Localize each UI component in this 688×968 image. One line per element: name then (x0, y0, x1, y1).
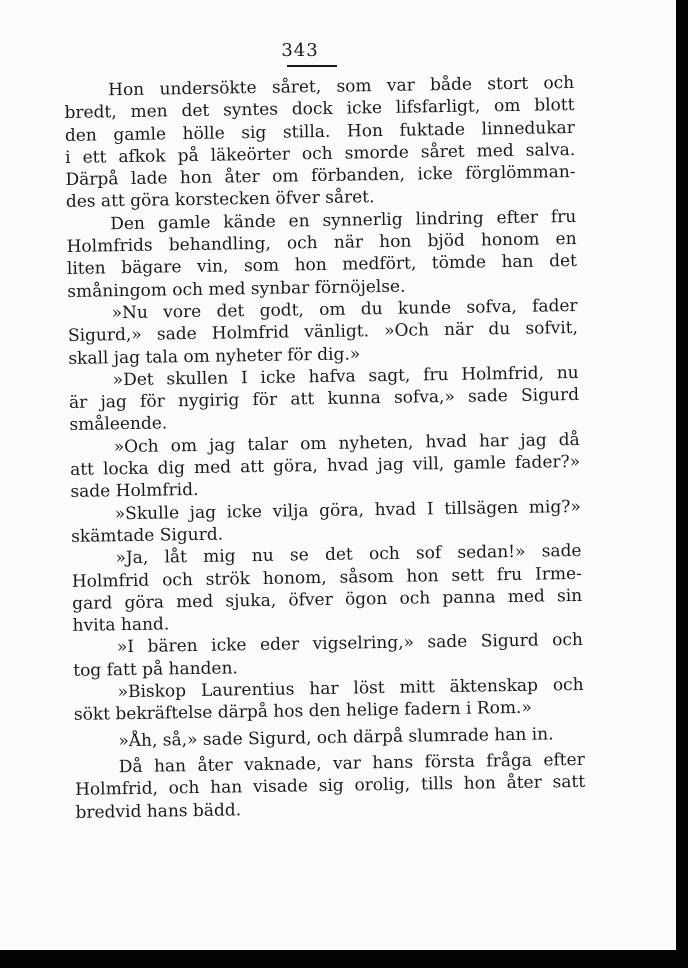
text-line: i ett afkok på läkeörter och smorde såret med salva. (65, 139, 576, 168)
text-line: skall jag tala om nyheter för dig.» (68, 343, 361, 369)
text-line: »Ja, låt mig nu se det och sof sedan!» sade (115, 541, 582, 569)
text-line: »Biskop Laurentius har löst mitt äktenskap och (117, 674, 584, 703)
text-line: Den gamle kände en synnerlig lindring efter fru (110, 206, 577, 235)
text-line: Holmfrids behandling, och när hon bjöd honom en (66, 229, 577, 258)
text-line: »Och om jag talar om nyheten, hvad har jag då (113, 429, 580, 458)
text-line: sade Holmfrid. (70, 480, 199, 503)
text-line: småningom och med synbar förnöjelse. (67, 276, 406, 302)
text-line: Sigurd,» sade Holmfrid vänligt. »Och när du sofvit, (67, 318, 579, 347)
text-line: skämtade Sigurd. (71, 524, 224, 547)
text-line: bredt, men det syntes dock icke lifsfarligt, om blott (64, 95, 575, 124)
text-line: gard göra med sjuka, öfver ögon och panna med sin (72, 585, 583, 614)
text-line: Då han åter vaknade, var hans första fråga efter (118, 749, 585, 778)
text-line: des att göra korstecken öfver såret. (65, 187, 375, 213)
text-line: tog fatt på handen. (73, 658, 239, 681)
text-line: Holmfrid, och han visade sig orolig, tills hon åter satt (74, 772, 586, 801)
text-line: sökt bekräftelse därpå hos den helige fadern i Rom.» (73, 698, 532, 726)
scan-edge-bottom (0, 950, 688, 968)
text-line: »Nu vore det godt, om du kunde sofva, fader (111, 295, 578, 324)
text-line: är jag för nygirig för att kunna sofva,» sade Sigurd (68, 385, 580, 414)
text-line: »Skulle jag icke vilja göra, hvad I tillsägen mig?» (114, 496, 581, 524)
text-line: hvita hand. (72, 614, 170, 637)
body-text (64, 72, 586, 824)
page-number: 343 (281, 40, 319, 61)
text-line: Holmfrid och strök honom, såsom hon sett fru Irme- (71, 563, 582, 592)
text-line: att locka dig med att göra, hvad jag vill, gamle fader?» (69, 451, 581, 480)
text-line: »I bären icke eder vigselring,» sade Sigurd och (116, 630, 584, 658)
text-line: småleende. (69, 413, 168, 436)
text-line: bredvid hans bädd. (75, 799, 242, 823)
text-line: den gamle hölle sig stilla. Hon fuktade linnedukar (64, 117, 575, 146)
text-line: Därpå lade hon åter om förbanden, icke förglömman- (65, 162, 576, 191)
page-number-rule (287, 65, 337, 67)
text-line: »Åh, så,» sade Sigurd, och därpå slumrade han in. (118, 724, 554, 751)
text-line: liten bägare vin, som hon medfört, tömde han det (66, 251, 578, 280)
scan-edge-right (676, 0, 688, 968)
text-line: »Det skullen I icke hafva sagt, fru Holmfrid, nu (112, 362, 579, 391)
text-line: Hon undersökte såret, som var både stort och (108, 72, 575, 101)
